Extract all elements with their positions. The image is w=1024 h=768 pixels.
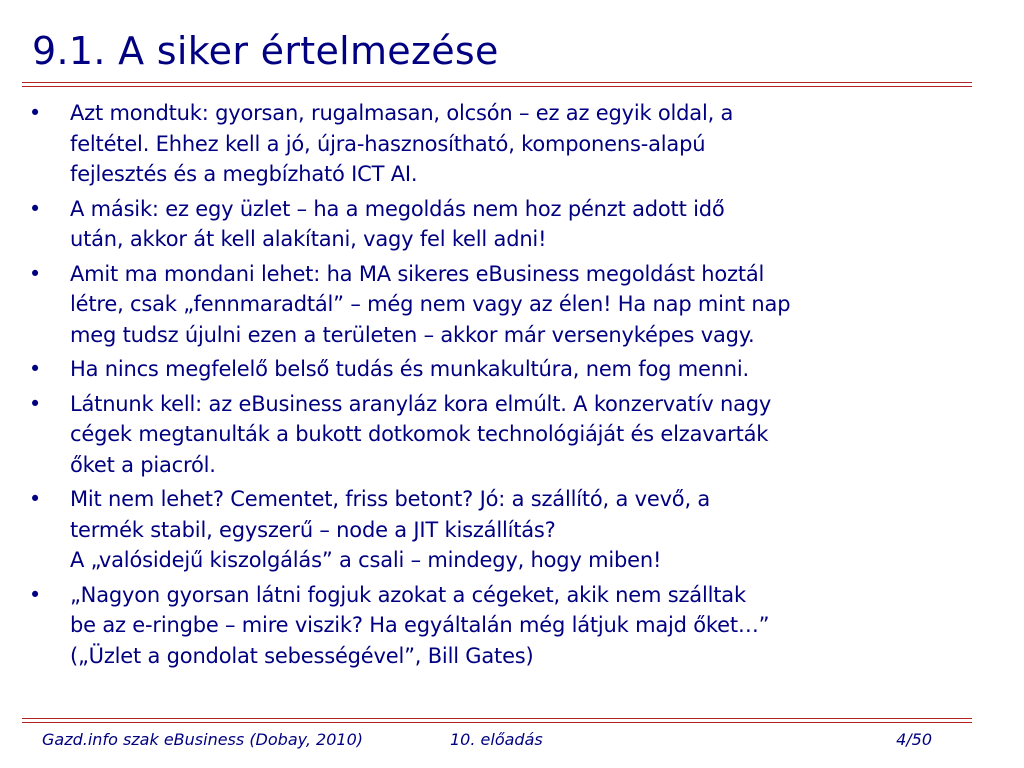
bullet-line: A másik: ez egy üzlet – ha a megoldás nem hoz pénzt adott idő (70, 196, 725, 221)
footer-page-number: 4/50 (896, 730, 932, 749)
bullet-line: fejlesztés és a megbízható ICT AI. (70, 162, 418, 186)
bullet-item-7 (28, 580, 968, 672)
footer-lecture: 10. előadás (450, 730, 543, 749)
bullet-item-4 (28, 354, 968, 385)
bullet-line: Ha nincs megfelelő belső tudás és munkakultúra, nem fog menni. (70, 357, 750, 381)
bullet-item-3 (28, 259, 968, 351)
bullet-item-5 (28, 389, 968, 481)
bullet-item-1 (28, 98, 968, 190)
title-divider-bottom (22, 86, 972, 87)
footer-course: Gazd.info szak eBusiness (Dobay, 2010) (42, 730, 363, 749)
bullet-line: („Üzlet a gondolat sebességével”, Bill Gates) (70, 643, 534, 668)
bullet-line: után, akkor át kell alakítani, vagy fel kell adni! (70, 227, 547, 251)
bullet-line: termék stabil, egyszerű – node a JIT kiszállítás? (70, 517, 556, 542)
bullet-line: meg tudsz újulni ezen a területen – akkor már versenyképes vagy. (70, 322, 755, 347)
footer-divider-top (22, 718, 972, 719)
bullet-marker: • (28, 101, 42, 125)
bullet-line: cégek megtanulták a bukott dotkomok technológiáját és elzavarták (70, 422, 769, 446)
bullet-list (28, 98, 968, 675)
bullet-line: „Nagyon gyorsan látni fogjuk azokat a cégeket, akik nem szálltak (70, 582, 746, 607)
bullet-marker: • (28, 391, 42, 416)
bullet-marker: • (28, 487, 42, 511)
slide-title: 9.1. A siker értelmezése (32, 29, 499, 73)
bullet-line: Látnunk kell: az eBusiness aranyláz kora elmúlt. A konzervatív nagy (70, 391, 772, 416)
bullet-item-6 (28, 484, 968, 576)
bullet-line: létre, csak „fennmaradtál” – még nem vagy az élen! Ha nap mint nap (70, 292, 791, 316)
bullet-marker: • (28, 582, 42, 607)
footer-divider-bottom (22, 722, 972, 723)
bullet-marker: • (28, 261, 42, 286)
bullet-marker: • (28, 196, 42, 221)
bullet-line: őket a piacról. (70, 452, 216, 477)
bullet-line: Amit ma mondani lehet: ha MA sikeres eBusiness megoldást hoztál (70, 261, 765, 286)
bullet-line: be az e-ringbe – mire viszik? Ha egyáltalán még látjuk majd őket…” (70, 613, 770, 637)
bullet-marker: • (28, 357, 42, 381)
bullet-line: Azt mondtuk: gyorsan, rugalmasan, olcsón – ez az egyik oldal, a (70, 101, 734, 125)
bullet-line: feltétel. Ehhez kell a jó, újra-hasznosítható, komponens-alapú (70, 131, 706, 156)
bullet-item-2 (28, 194, 968, 255)
title-divider-top (22, 82, 972, 83)
bullet-line: Mit nem lehet? Cementet, friss betont? Jó: a szállító, a vevő, a (70, 487, 711, 511)
bullet-line: A „valósidejű kiszolgálás” a csali – mindegy, hogy miben! (70, 548, 662, 572)
